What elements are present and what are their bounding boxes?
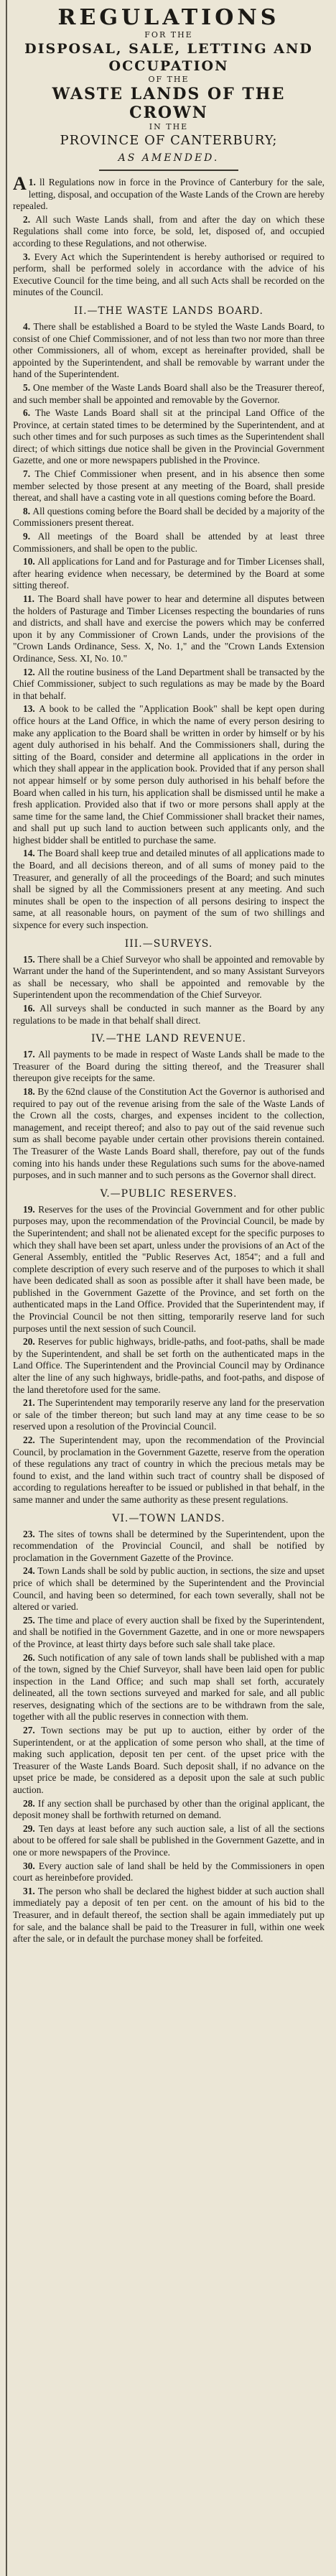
- paragraph-number: 2.: [23, 213, 36, 225]
- title-line-occupation: OCCUPATION: [108, 58, 229, 74]
- paragraph-text: The Chief Commissioner when present, and in his absence then some member selected by those present at any meeting of the Board, shall preside thereat, and shall have a casting vote in all questions coming before the Board.: [13, 468, 325, 504]
- paragraph-number: 14.: [23, 848, 38, 859]
- paragraph-text: All meetings of the Board shall be attended by at least three Commissioners, and shall be open to the public.: [13, 531, 325, 554]
- paragraph-number: 6.: [23, 407, 36, 419]
- paragraph-number: 3.: [23, 251, 34, 262]
- paragraph-text: Reserves for public highways, bridle-paths, and foot-paths, shall be made by the Superintendent, and shall be set forth on the authenticated maps in the Land Office. The Superintendent and the Provincial Council may by Ordinance alter the line of any such highways, bridle-paths, and foot-paths, and dispose of the land theretofore used for the same.: [13, 1336, 325, 1395]
- paragraph-text: Town Lands shall be sold by public auction, in sections, the size and upset price of which shall be determined by the Superintendent and the Provincial Council, and having been so determined, for each town severally, shall not be altered or varied.: [13, 1565, 325, 1613]
- paragraph-number: 28.: [23, 1797, 38, 1809]
- regulation-paragraph: [13, 1886, 325, 1945]
- paragraph-number: 24.: [23, 1565, 38, 1577]
- masthead: [13, 6, 325, 171]
- regulation-paragraph: [13, 1336, 325, 1396]
- section-heading: II.—THE WASTE LANDS BOARD.: [74, 305, 263, 317]
- regulation-paragraph: [13, 593, 325, 665]
- regulation-paragraph: [13, 321, 325, 381]
- section-heading: III.—SURVEYS.: [124, 937, 213, 950]
- paragraph-text: There shall be a Chief Surveyor who shall be appointed and removable by Warrant under the hand of the Superintendent, and so many Assistant Surveyors as shall be necessary, who shall be appointed and removable by the Superintendent upon the recommendation of the Chief Surveyor.: [13, 953, 325, 1001]
- subtitle-amended: AS AMENDED.: [118, 152, 220, 164]
- column-rule: [6, 0, 7, 2576]
- paragraph-text: By the 62nd clause of the Constitution Act the Governor is authorised and required to pay out of the revenue arising from the sale of the Waste Lands of the Crown all the costs, charges, and expenses incident to the collection, management, and receipt thereof; and also to pay out of the said revenue such sum as shall become payable under certain other provisions therein contained. The Treasurer of the Waste Lands Board shall, therefore, pay out of the funds coming into his hands under these Regulations such sums for the above-named purposes, and in such manner and to such persons as the Governor shall direct.: [13, 1085, 325, 1181]
- paragraph-text: Every Act which the Superintendent is hereby authorised or required to perform, shall be performed solely in accordance with the advice of his Executive Council for the time being, and all such Acts shall be recorded on the minutes of the Council.: [13, 251, 325, 298]
- title-of-the: OF THE: [148, 75, 190, 84]
- regulation-paragraph: [13, 1652, 325, 1724]
- regulation-paragraph: [13, 667, 325, 703]
- paragraph-text: The person who shall be declared the highest bidder at such auction shall immediately pay a deposit of ten per cent. on the amount of his bid to the Treasurer, and in default thereof, the section shall be again immediately put up for sale, and the balance shall be paid to the Treasurer in full, within one week after the sale, or in default the purchase money shall be forfeited.: [13, 1885, 325, 1945]
- regulation-paragraph: [13, 382, 325, 406]
- regulation-paragraph: [13, 531, 325, 555]
- regulation-paragraph: [13, 556, 325, 592]
- paragraph-number: 29.: [23, 1822, 39, 1834]
- regulation-paragraph: [13, 1397, 325, 1433]
- paragraph-number: 9.: [23, 531, 38, 542]
- paragraph-text: The time and place of every auction shall be fixed by the Superintendent, and shall be notified in the Government Gazette, and in one or more newspapers of the Province, at least thirty days before such sale shall take place.: [13, 1614, 325, 1649]
- title-for-the: FOR THE: [144, 30, 193, 40]
- paragraph-number: 31.: [23, 1885, 38, 1896]
- regulation-paragraph: [13, 1615, 325, 1651]
- paragraph-number: 20.: [23, 1336, 38, 1348]
- paragraph-text: ll Regulations now in force in the Province of Canterbury for the sale, letting, disposal, and occupation of the Waste Lands of the Crown are hereby repealed.: [13, 177, 325, 212]
- paragraph-number: 1.: [28, 177, 40, 187]
- regulation-paragraph: [13, 1798, 325, 1822]
- regulation-paragraph: [13, 1529, 325, 1565]
- regulation-paragraph: [13, 1204, 325, 1335]
- paragraph-number: 30.: [23, 1860, 39, 1871]
- paragraph-text: The Board shall have power to hear and determine all disputes between the holders of Pasturage and Timber Licenses respecting the boundaries of runs and districts, and shall have and exercise the powers which may be conferred upon it by any Commissioner of Crown Lands, under the provisions of the "Crown Lands Ordinance, Sess. X, No. 1," and the "Crown Lands Extension Ordinance, Sess. XI, No. 10.": [13, 593, 325, 664]
- regulation-paragraph: [13, 251, 325, 299]
- paragraph-number: 7.: [23, 468, 35, 480]
- regulations-body: [13, 173, 325, 1945]
- section-heading: VI.—TOWN LANDS.: [112, 1512, 225, 1524]
- regulation-paragraph: [13, 1049, 325, 1085]
- title-in-the: IN THE: [149, 122, 189, 131]
- paragraph-text: There shall be established a Board to be styled the Waste Lands Board, to consist of one Chief Commissioner, and of not less than two nor more than three other Commissioners, all of whom, except as hereinafter provided, shall be appointed by the Superintendent, and shall be removable by warrant under the hand of the Superintendent.: [13, 320, 325, 380]
- regulation-paragraph: [13, 1003, 325, 1027]
- paragraph-number: 4.: [23, 320, 34, 332]
- paragraph-text: All the routine business of the Land Department shall be transacted by the Chief Commissioner, subject to such regulations as may be made by the Board in that behalf.: [13, 666, 325, 701]
- paragraph-number: 22.: [23, 1435, 40, 1445]
- regulation-paragraph: [13, 173, 325, 213]
- regulation-paragraph: [13, 1823, 325, 1859]
- regulation-paragraph: [13, 468, 325, 504]
- paragraph-text: The Superintendent may, upon the recommendation of the Provincial Council, by proclamation in the Government Gazette, reserve from the operation of these regulations any tract of country in which the precious metals may be found to exist, and the land within such tract of country shall be disposed of according to regulations hereafter to be issued or published in that behalf, in the same manner and under the same authority as these present regulations.: [13, 1435, 325, 1505]
- paragraph-number: 13.: [23, 703, 39, 715]
- paragraph-text: All such Waste Lands shall, from and after the day on which these Regulations shall come into force, be sold, let, disposed of, and occupied according to these Regulations, and not otherwise.: [13, 213, 325, 249]
- regulation-paragraph: [13, 1565, 325, 1613]
- paragraph-text: The Board shall keep true and detailed minutes of all applications made to the Board, and all decisions thereon, and of all sums of money paid to the Treasurer, and generally of all the proceedings of the Board; and such minutes shall be signed by all the Commissioners present at any meeting. And such minutes shall be open to the inspection of all persons desiring to inspect the same, at all reasonable hours, on payment of the sum of two shillings and sixpence for every such inspection.: [13, 848, 325, 931]
- title-line-province: PROVINCE OF CANTERBURY;: [60, 133, 278, 148]
- regulation-paragraph: [13, 407, 325, 467]
- paragraph-text: All payments to be made in respect of Waste Lands shall be made to the Treasurer of the Board during the sitting thereof, and the Treasurer shall thereupon give receipts for the same.: [13, 1049, 325, 1084]
- paragraph-number: 18.: [23, 1085, 38, 1097]
- paragraph-text: A book to be called the "Application Book" shall be kept open during office hours at the Land Office, in which the name of every person desiring to make any application to the Board shall be written in order by himself or by his agent duly authorised in his behalf. And the Commissioners shall, during the sitting of the Board, consider and determine all applications in the order in which they shall appear in the application book. Provided that if any person shall not appear himself or by some person duly authorised in his behalf before the Board when called in his turn, his application shall be dismissed until he make a fresh application. Provided also that if two or more persons shall apply at the same time for the same land, the Chief Commissioner shall bracket their names, and shall put up such land to auction between such applicants only, and the highest bidder shall be entitled to purchase the same.: [13, 703, 325, 845]
- header-divider: [99, 170, 238, 171]
- paragraph-number: 27.: [23, 1725, 42, 1736]
- regulation-paragraph: [13, 1861, 325, 1884]
- paragraph-number: 12.: [23, 666, 38, 677]
- paragraph-text: Ten days at least before any such auction sale, a list of all the sections about to be offered for sale shall be published in the Government Gazette, and in one or more newspapers of the Province.: [13, 1822, 325, 1858]
- paragraph-number: 10.: [23, 556, 38, 567]
- regulation-paragraph: [13, 214, 325, 250]
- paragraph-text: All applications for Land and for Pasturage and for Timber Licenses shall, after hearing evidence when necessary, be determined by the Board at some sitting thereof.: [13, 556, 325, 591]
- regulation-paragraph: [13, 506, 325, 529]
- section-heading: IV.—THE LAND REVENUE.: [90, 1033, 246, 1045]
- paragraph-number: 16.: [23, 1003, 40, 1014]
- paragraph-text: One member of the Waste Lands Board shall also be the Treasurer thereof, and such member shall be appointed and removable by the Governor.: [13, 381, 325, 405]
- section-heading: V.—PUBLIC RESERVES.: [100, 1187, 238, 1200]
- paragraph-text: The Waste Lands Board shall sit at the principal Land Office of the Province, at certain stated times to be determined by the Superintendent, and at such other times and for such purposes as such times as the Superintendent shall direct; of which sittings due notice shall be given in the Provincial Government Gazette, and one or more newspapers published in the Province.: [13, 407, 325, 466]
- paragraph-number: 21.: [23, 1397, 38, 1409]
- paragraph-text: All questions coming before the Board shall be decided by a majority of the Commissioners present thereat.: [13, 505, 325, 529]
- paragraph-text: Such notification of any sale of town lands shall be published with a map of the town, signed by the Chief Surveyor, shall have been laid open for public inspection in the Land Office; and such map shall set forth, accurately delineated, all the town sections surveyed and marked for sale, and all public reserves, designating which of the sections are to be withdrawn from the sale, together with all the public reserves in connection with them.: [13, 1651, 325, 1723]
- paragraph-text: The sites of towns shall be determined by the Superintendent, upon the recommendation of the Provincial Council, and shall be notified by proclamation in the Government Gazette of the Province.: [13, 1528, 325, 1563]
- paragraph-number: 26.: [23, 1651, 38, 1663]
- drop-cap: A: [13, 173, 27, 194]
- paragraph-number: 25.: [23, 1614, 38, 1626]
- paragraph-text: The Superintendent may temporarily reserve any land for the preservation or sale of the timber thereon; but such land may at any time cease to be so reserved upon a resolution of the Provincial Council.: [13, 1397, 325, 1432]
- regulation-paragraph: [13, 848, 325, 931]
- paragraph-text: If any section shall be purchased by other than the original applicant, the deposit money shall be forthwith returned on demand.: [13, 1797, 325, 1821]
- regulation-paragraph: [13, 1086, 325, 1182]
- paragraph-number: 19.: [23, 1203, 39, 1215]
- paragraph-number: 23.: [23, 1528, 39, 1539]
- paragraph-number: 15.: [23, 953, 38, 965]
- regulation-paragraph: [13, 703, 325, 846]
- page-title: REGULATIONS: [57, 5, 280, 30]
- paragraph-number: 11.: [23, 593, 38, 604]
- regulation-paragraph: [13, 1435, 325, 1506]
- paragraph-text: All surveys shall be conducted in such manner as the Board by any regulations to be made in that behalf shall direct.: [13, 1003, 325, 1026]
- paragraph-text: Reserves for the uses of the Provincial Government and for other public purposes may, upon the recommendation of the Provincial Council, be made by the Superintendent; and shall not be alienated except for the specific purposes to which they shall have been set apart, unless under the provisions of an Act of the General Assembly, entitled the "Public Reserves Act, 1854"; and a full and complete description of every such reserve and of the purposes to which it shall have been dedicated shall as soon as possible after it shall have been made, be published in the Government Gazette of the Province, and set forth on the authenticated maps in the Land Office. Provided that the Superintendent may, if the Provincial Council be not then sitting, temporarily reserve land for such purposes until the next session of such Council.: [13, 1203, 325, 1334]
- regulation-paragraph: [13, 1725, 325, 1797]
- title-line-waste-lands: WASTE LANDS OF THE CROWN: [52, 85, 286, 122]
- paragraph-number: 5.: [23, 381, 33, 393]
- paragraph-number: 17.: [23, 1049, 39, 1060]
- paragraph-text: Town sections may be put up to auction, either by order of the Superintendent, or at the application of some person who shall, at the time of making such application, deposit ten per cent. of the upset price with the Treasurer of the Waste Lands Board. Such deposit shall, if no advance on the upset price be made, be considered as a deposit upon the sale at such public auction.: [13, 1725, 325, 1796]
- regulation-paragraph: [13, 954, 325, 1001]
- paragraph-text: Every auction sale of land shall be held by the Commissioners in open court as hereinbefore provided.: [13, 1860, 325, 1884]
- paragraph-number: 8.: [23, 505, 33, 516]
- title-line-disposal: DISPOSAL, SALE, LETTING AND: [24, 41, 313, 57]
